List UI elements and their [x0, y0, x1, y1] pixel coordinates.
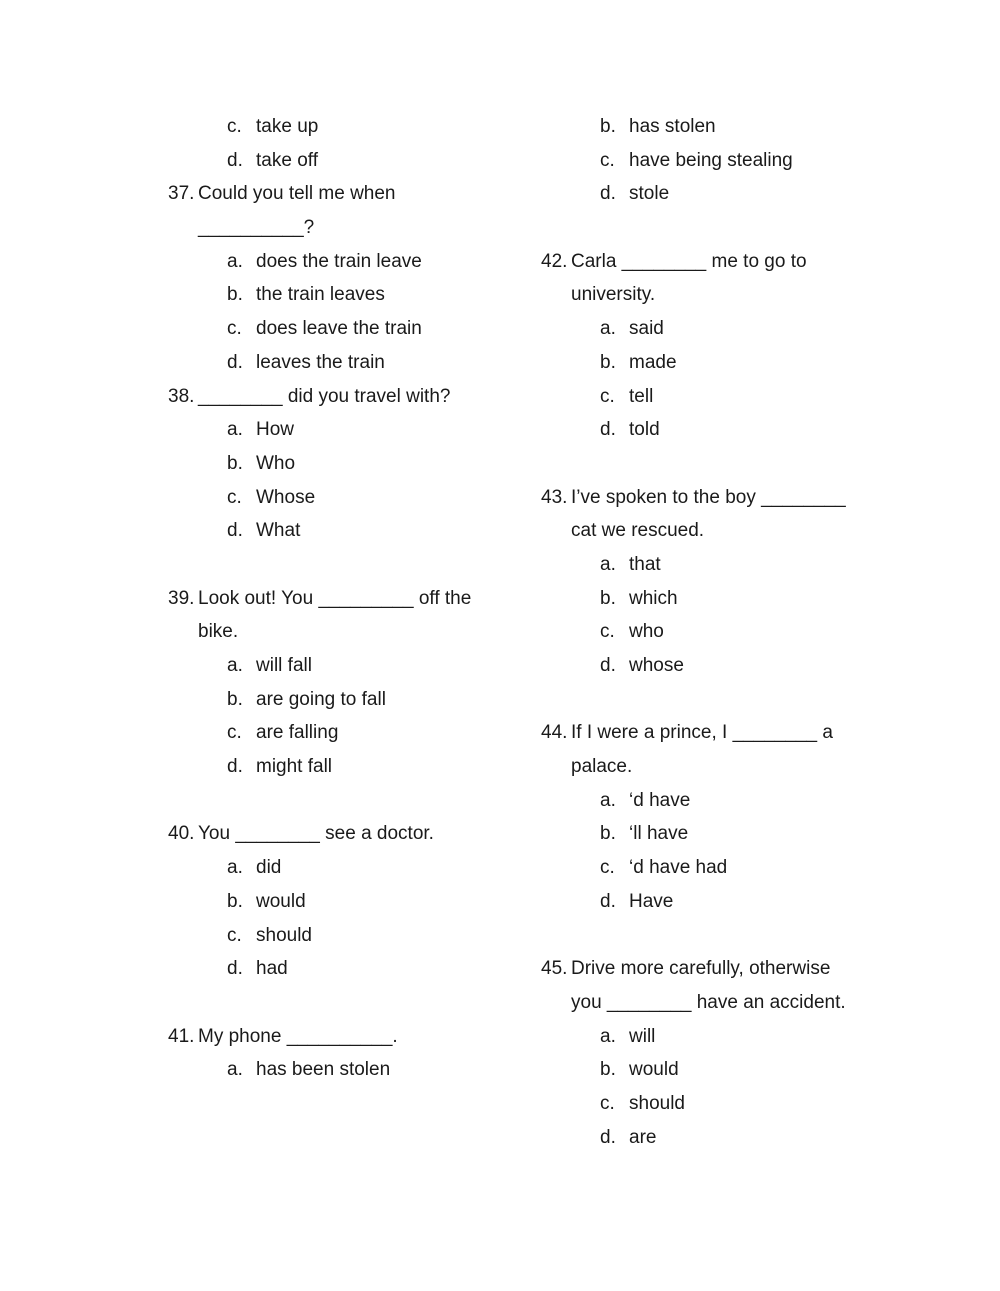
- option-text: does the train leave: [256, 250, 422, 272]
- question-continuation: [541, 750, 871, 784]
- option-letter: d.: [227, 756, 243, 778]
- question-40: [168, 817, 528, 851]
- option-row[interactable]: [168, 851, 528, 885]
- option-row[interactable]: [168, 312, 528, 346]
- option-letter: a.: [600, 789, 616, 811]
- question-number: 43.: [541, 486, 568, 508]
- spacer: [541, 447, 871, 481]
- question-text: You ________ see a doctor.: [198, 823, 434, 845]
- option-text: who: [629, 621, 664, 643]
- option-text: tell: [629, 385, 654, 407]
- option-row[interactable]: [168, 919, 528, 953]
- option-row[interactable]: [168, 885, 528, 919]
- option-row[interactable]: [541, 582, 871, 616]
- question-37: [168, 177, 528, 211]
- option-text: whose: [629, 655, 684, 676]
- question-43: [541, 481, 871, 515]
- option-row[interactable]: [168, 649, 528, 683]
- option-letter: a.: [227, 857, 243, 879]
- question-text: Carla ________ me to go to: [571, 250, 807, 272]
- option-row[interactable]: [541, 144, 871, 178]
- option-letter: c.: [227, 318, 242, 340]
- question-text: Look out! You _________ off the: [198, 587, 472, 609]
- option-letter: a.: [227, 250, 243, 272]
- spacer: [168, 986, 528, 1020]
- option-row[interactable]: [541, 110, 871, 144]
- option-letter: c.: [227, 116, 242, 137]
- option-letter: d.: [227, 351, 243, 373]
- option-text: Who: [256, 452, 296, 474]
- option-row[interactable]: [541, 1121, 871, 1155]
- option-row[interactable]: [541, 413, 871, 447]
- option-text: take off: [256, 149, 318, 171]
- question-continuation: [541, 514, 871, 548]
- option-text: told: [629, 419, 660, 441]
- option-text: are falling: [256, 722, 339, 744]
- option-row[interactable]: [168, 110, 528, 144]
- question-number: 41.: [168, 1025, 195, 1047]
- question-continuation: [168, 211, 528, 245]
- option-row[interactable]: [541, 615, 871, 649]
- option-text: Have: [629, 890, 674, 912]
- option-letter: d.: [227, 149, 243, 171]
- spacer: [541, 211, 871, 245]
- question-text: you ________ have an accident.: [571, 991, 846, 1013]
- question-number: 44.: [541, 722, 568, 744]
- question-number: 38.: [168, 385, 195, 407]
- option-text: What: [256, 520, 301, 542]
- option-letter: a.: [600, 1025, 616, 1047]
- option-text: will: [629, 1025, 656, 1047]
- option-row[interactable]: [168, 413, 528, 447]
- option-row[interactable]: [541, 1020, 871, 1054]
- option-row[interactable]: [168, 346, 528, 380]
- option-row[interactable]: [541, 548, 871, 582]
- option-text: which: [629, 587, 678, 609]
- question-continuation: [541, 986, 871, 1020]
- option-text: are going to fall: [256, 688, 386, 710]
- option-text: would: [629, 1059, 679, 1081]
- option-row[interactable]: [168, 750, 528, 784]
- question-text: My phone __________.: [198, 1025, 398, 1047]
- option-row[interactable]: [541, 817, 871, 851]
- option-letter: a.: [600, 318, 616, 340]
- option-text: the train leaves: [256, 284, 385, 306]
- question-42: [541, 245, 871, 279]
- question-continuation: [168, 615, 528, 649]
- option-row[interactable]: [168, 144, 528, 178]
- option-text: stole: [629, 183, 670, 205]
- question-text: Drive more carefully, otherwise: [571, 958, 831, 980]
- option-letter: a.: [227, 419, 243, 441]
- option-text: should: [256, 924, 312, 946]
- option-row[interactable]: [168, 952, 528, 986]
- option-row[interactable]: [541, 1053, 871, 1087]
- option-letter: b.: [600, 587, 616, 609]
- option-text: said: [629, 318, 664, 340]
- option-row[interactable]: [168, 1053, 528, 1087]
- spacer: [168, 784, 528, 818]
- option-row[interactable]: [541, 885, 871, 919]
- option-letter: c.: [227, 722, 242, 744]
- question-text: palace.: [571, 756, 633, 778]
- option-letter: d.: [600, 419, 616, 441]
- option-text: should: [629, 1092, 685, 1114]
- spacer: [541, 683, 871, 717]
- option-text: has stolen: [629, 116, 716, 137]
- option-text: How: [256, 419, 295, 441]
- spacer: [168, 548, 528, 582]
- option-row[interactable]: [541, 784, 871, 818]
- option-row[interactable]: [541, 346, 871, 380]
- option-letter: d.: [600, 655, 616, 676]
- option-text: had: [256, 958, 288, 980]
- question-number: 37.: [168, 183, 195, 205]
- option-text: has been stolen: [256, 1059, 391, 1081]
- option-text: will fall: [256, 655, 312, 676]
- option-letter: a.: [227, 1059, 243, 1081]
- option-letter: c.: [600, 1092, 615, 1114]
- option-text: does leave the train: [256, 318, 422, 340]
- option-letter: b.: [600, 116, 616, 137]
- option-letter: b.: [227, 688, 243, 710]
- option-letter: b.: [227, 284, 243, 306]
- option-text: have being stealing: [629, 149, 793, 171]
- option-text: would: [256, 890, 306, 912]
- question-45: [541, 952, 871, 986]
- option-letter: d.: [600, 183, 616, 205]
- option-row[interactable]: [541, 649, 871, 683]
- option-row[interactable]: [168, 278, 528, 312]
- option-row[interactable]: [168, 245, 528, 279]
- question-number: 45.: [541, 958, 568, 980]
- option-letter: b.: [600, 823, 616, 845]
- option-letter: c.: [600, 149, 615, 171]
- question-text: bike.: [198, 621, 239, 643]
- option-row[interactable]: [168, 716, 528, 750]
- option-row[interactable]: [541, 1087, 871, 1121]
- option-text: ‘ll have: [629, 823, 689, 845]
- option-letter: c.: [600, 857, 615, 879]
- option-letter: b.: [600, 1059, 616, 1081]
- right-column: [541, 110, 871, 1154]
- question-text: Could you tell me when: [198, 183, 396, 205]
- left-column: [168, 110, 528, 1087]
- question-number: 40.: [168, 823, 195, 845]
- option-text: did: [256, 857, 282, 879]
- option-letter: d.: [227, 520, 243, 542]
- question-number: 42.: [541, 250, 568, 272]
- question-text: If I were a prince, I ________ a: [571, 722, 833, 744]
- question-44: [541, 716, 871, 750]
- question-39: [168, 582, 528, 616]
- option-text: leaves the train: [256, 351, 385, 373]
- option-letter: a.: [600, 553, 616, 575]
- question-continuation: [541, 278, 871, 312]
- option-letter: c.: [600, 385, 615, 407]
- question-41: [168, 1020, 528, 1054]
- option-letter: a.: [227, 655, 243, 676]
- option-letter: b.: [227, 890, 243, 912]
- option-text: are: [629, 1126, 657, 1148]
- option-letter: c.: [227, 486, 242, 508]
- option-text: might fall: [256, 756, 333, 778]
- option-letter: d.: [600, 890, 616, 912]
- question-text: university.: [571, 284, 656, 306]
- question-38: [168, 380, 528, 414]
- option-letter: c.: [227, 924, 242, 946]
- question-text: ________ did you travel with?: [198, 385, 451, 407]
- option-letter: b.: [227, 452, 243, 474]
- option-letter: c.: [600, 621, 615, 643]
- option-letter: b.: [600, 351, 616, 373]
- question-text: __________?: [198, 217, 315, 239]
- option-row[interactable]: [541, 851, 871, 885]
- option-text: Whose: [256, 486, 316, 508]
- option-row[interactable]: [168, 481, 528, 515]
- option-row[interactable]: [541, 312, 871, 346]
- question-text: cat we rescued.: [571, 520, 705, 542]
- option-text: that: [629, 553, 661, 575]
- option-text: take up: [256, 116, 319, 137]
- option-letter: d.: [600, 1126, 616, 1148]
- option-row[interactable]: [168, 683, 528, 717]
- option-row[interactable]: [541, 380, 871, 414]
- spacer: [541, 919, 871, 953]
- option-row[interactable]: [168, 447, 528, 481]
- option-text: ‘d have: [629, 789, 691, 811]
- option-row[interactable]: [168, 514, 528, 548]
- question-number: 39.: [168, 587, 195, 609]
- option-letter: d.: [227, 958, 243, 980]
- option-text: made: [629, 351, 677, 373]
- option-row[interactable]: [541, 177, 871, 211]
- question-text: I’ve spoken to the boy ________: [571, 486, 846, 508]
- option-text: ‘d have had: [629, 857, 728, 879]
